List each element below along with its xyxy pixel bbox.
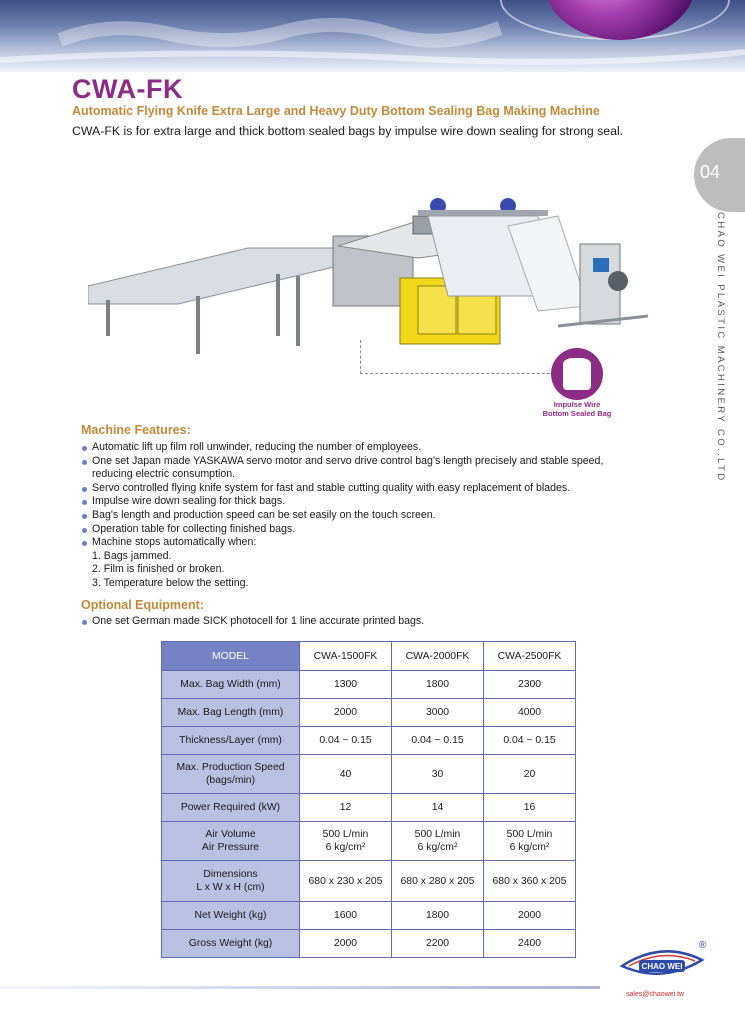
spec-table [161, 641, 576, 958]
table-row [162, 861, 576, 902]
row-label-line1: Air Volume [205, 829, 256, 840]
table-row [162, 902, 576, 930]
cell-value: 0.04 ~ 0.15 [484, 727, 576, 755]
cell-line1: 500 L/min [414, 829, 461, 840]
table-row [162, 755, 576, 794]
side-company-name: CHAO WEI PLASTIC MACHINERY CO.,LTD [715, 212, 726, 483]
row-label-line2: L x W x H (cm) [196, 882, 265, 893]
optional-heading: Optional Equipment: [81, 598, 204, 612]
table-row [162, 930, 576, 958]
cell-value: 2000 [300, 699, 392, 727]
feature-item: Impulse wire down sealing for thick bags. [81, 495, 681, 509]
row-label: Net Weight (kg) [162, 902, 300, 930]
cell-value: 680 x 360 x 205 [484, 861, 576, 902]
cell-value: 0.04 ~ 0.15 [300, 727, 392, 755]
header-model: MODEL [162, 642, 300, 671]
contact-email[interactable]: sales@chaowei.tw [626, 991, 685, 998]
header-cwa-2000fk: CWA-2000FK [392, 642, 484, 671]
cell-value: 30 [392, 755, 484, 794]
cell-value: 12 [300, 794, 392, 822]
footer-line [0, 986, 600, 989]
cell-value: 680 x 280 x 205 [392, 861, 484, 902]
row-label-line1: Max. Production Speed [176, 762, 285, 773]
cell-value: 4000 [484, 699, 576, 727]
feature-item: Servo controlled flying knife system for fast and stable cutting quality with easy replacement of blades. [81, 482, 681, 496]
row-label [162, 822, 300, 861]
table-row [162, 727, 576, 755]
cell-value: 2000 [484, 902, 576, 930]
row-label: Power Required (kW) [162, 794, 300, 822]
row-label: Max. Bag Width (mm) [162, 671, 300, 699]
callout-line [360, 373, 560, 374]
cell-value: 2400 [484, 930, 576, 958]
cell-line2: 6 kg/cm² [325, 842, 366, 853]
cell-value: 3000 [392, 699, 484, 727]
product-title: CWA-FK [72, 74, 183, 104]
logo-text: CHAO WEI [641, 962, 683, 971]
optional-item: One set German made SICK photocell for 1 line accurate printed bags. [81, 615, 681, 629]
callout-line-vertical [360, 340, 361, 374]
feature-item: Machine stops automatically when: [81, 536, 681, 550]
cell-value [300, 822, 392, 861]
header-cwa-2500fk: CWA-2500FK [484, 642, 576, 671]
table-row [162, 671, 576, 699]
cell-value: 1300 [300, 671, 392, 699]
row-label: Max. Bag Length (mm) [162, 699, 300, 727]
feature-item: Operation table for collecting finished bags. [81, 523, 681, 537]
row-label-line2: Air Pressure [201, 842, 260, 853]
stop-condition: 3. Temperature below the setting. [92, 576, 249, 589]
cell-value: 14 [392, 794, 484, 822]
bag-caption-line2: Bottom Sealed Bag [542, 409, 612, 418]
table-row [162, 699, 576, 727]
product-intro: CWA-FK is for extra large and thick bottom sealed bags by impulse wire down sealing for strong seal. [72, 124, 624, 138]
cell-line1: 500 L/min [322, 829, 369, 840]
stop-condition: 1. Bags jammed. [92, 549, 172, 562]
header-cwa-1500fk: CWA-1500FK [300, 642, 392, 671]
cell-value: 1600 [300, 902, 392, 930]
cell-value: 2000 [300, 930, 392, 958]
cell-value: 2200 [392, 930, 484, 958]
table-row [162, 794, 576, 822]
registered-mark: ® [699, 940, 707, 951]
machine-illustration [88, 186, 648, 356]
feature-item: Automatic lift up film roll unwinder, reducing the number of employees. [81, 441, 681, 455]
stop-condition: 2. Film is finished or broken. [92, 563, 225, 576]
header-banner [0, 0, 745, 72]
row-label: Thickness/Layer (mm) [162, 727, 300, 755]
feature-item: One set Japan made YASKAWA servo motor and servo drive control bag's length precisely and stable speed, [81, 455, 681, 469]
chao-wei-logo [617, 938, 707, 988]
cell-value [484, 822, 576, 861]
cell-value: 680 x 230 x 205 [300, 861, 392, 902]
table-header-row [162, 642, 576, 671]
cell-value: 16 [484, 794, 576, 822]
cell-value: 1800 [392, 671, 484, 699]
feature-item-continued: reducing electric consumption. [92, 468, 236, 481]
cell-line2: 6 kg/cm² [509, 842, 550, 853]
feature-item: Bag's length and production speed can be set easily on the touch screen. [81, 509, 681, 523]
bag-icon [563, 358, 591, 390]
page-number: 04 [700, 162, 721, 182]
bag-caption-line1: Impulse Wire [553, 400, 601, 409]
cell-value [392, 822, 484, 861]
cell-value: 2300 [484, 671, 576, 699]
row-label [162, 861, 300, 902]
row-label [162, 755, 300, 794]
features-list [81, 441, 681, 591]
cell-value: 1800 [392, 902, 484, 930]
bag-caption [527, 400, 627, 418]
cell-line1: 500 L/min [506, 829, 553, 840]
row-label: Gross Weight (kg) [162, 930, 300, 958]
row-label-line1: Dimensions [203, 869, 258, 880]
cell-line2: 6 kg/cm² [417, 842, 458, 853]
cell-value: 0.04 ~ 0.15 [392, 727, 484, 755]
cell-value: 40 [300, 755, 392, 794]
product-subtitle: Automatic Flying Knife Extra Large and Heavy Duty Bottom Sealing Bag Making Machine [72, 104, 600, 118]
features-heading: Machine Features: [81, 423, 191, 437]
table-row [162, 822, 576, 861]
optional-list [81, 615, 681, 629]
row-label-line2: (bags/min) [205, 775, 256, 786]
cell-value: 20 [484, 755, 576, 794]
